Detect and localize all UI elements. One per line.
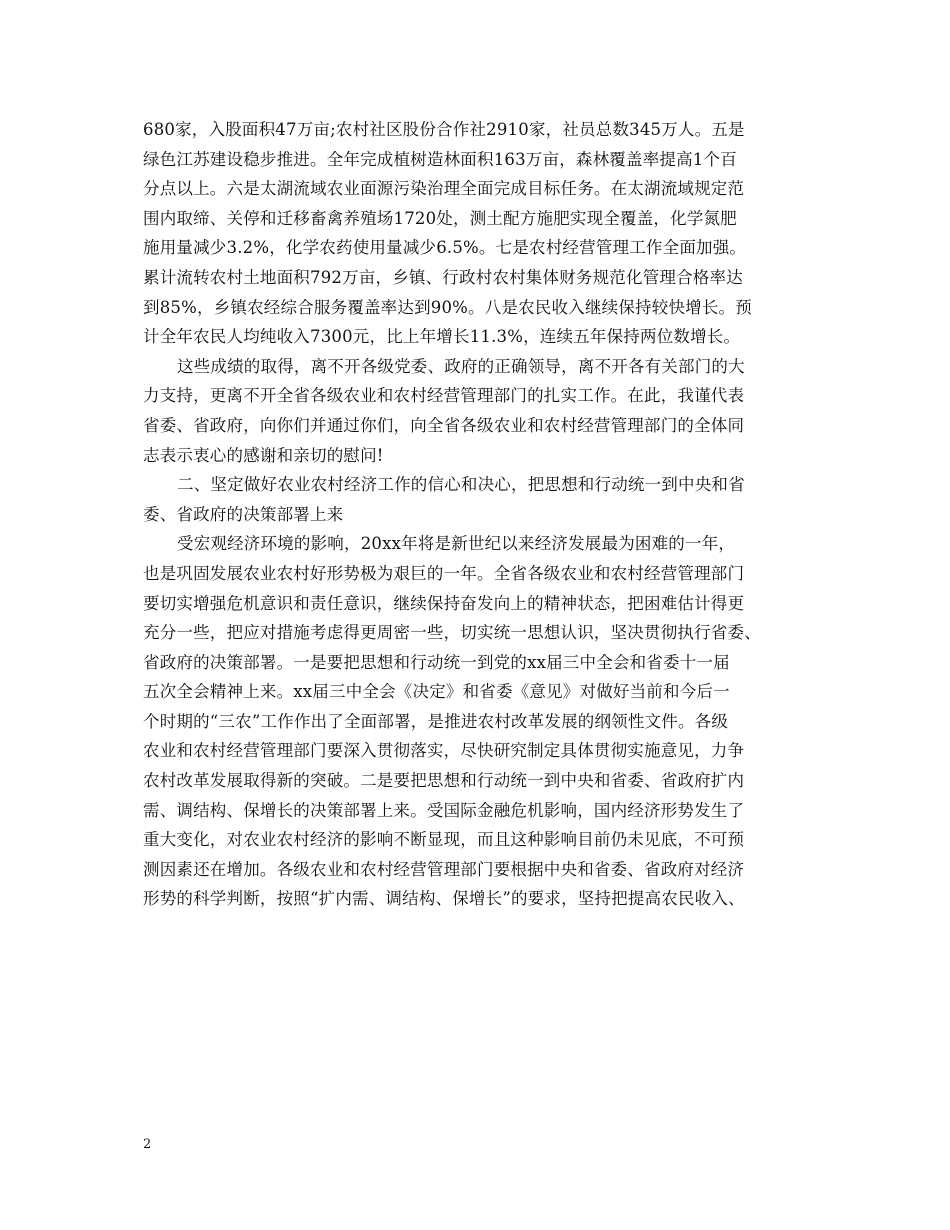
text-line: 围内取缔、关停和迁移畜禽养殖场1720处，测土配方施肥实现全覆盖，化学氮肥 xyxy=(143,208,737,228)
text-line: 重大变化，对农业农村经济的影响不断显现，而且这种影响目前仍未见底，不可预 xyxy=(143,830,745,850)
text-line: 计全年农民人均纯收入7300元，比上年增长11.3%，连续五年保持两位数增长。 xyxy=(143,327,741,347)
text-line: 施用量减少3.2%，化学农药使用量减少6.5%。七是农村经营管理工作全面加强。 xyxy=(143,238,747,258)
text-line: 需、调结构、保增长的决策部署上来。受国际金融危机影响，国内经济形势发生了 xyxy=(143,800,745,820)
paragraph-start-line: 这些成绩的取得，离不开各级党委、政府的正确领导，离不开各有关部门的大 xyxy=(177,356,745,376)
text-line: 累计流转农村土地面积792万亩，乡镇、行政村农村集体财务规范化管理合格率达 xyxy=(143,267,743,287)
text-line: 绿色江苏建设稳步推进。全年完成植树造林面积163万亩，森林覆盖率提高1个百 xyxy=(143,149,737,169)
text-line: 志表示衷心的感谢和亲切的慰问! xyxy=(143,445,384,465)
text-line: 充分一些，把应对措施考虑得更周密一些，切实统一思想认识，坚决贯彻执行省委、 xyxy=(143,623,761,643)
text-line: 省政府的决策部署。一是要把思想和行动统一到党的xx届三中全会和省委十一届 xyxy=(143,652,730,672)
text-line: 五次全会精神上来。xx届三中全会《决定》和省委《意见》对做好当前和今后一 xyxy=(143,682,730,702)
text-line: 形势的科学判断，按照“扩内需、调结构、保增长”的要求，坚持把提高农民收入、 xyxy=(143,889,745,909)
text-line: 个时期的“三农”工作作出了全面部署，是推进农村改革发展的纲领性文件。各级 xyxy=(143,711,729,731)
body-text xyxy=(143,115,823,914)
text-line: 测因素还在增加。各级农业和农村经营管理部门要根据中央和省委、省政府对经济 xyxy=(143,859,745,879)
text-line: 要切实增强危机意识和责任意识，继续保持奋发向上的精神状态，把困难估计得更 xyxy=(143,593,745,613)
text-line: 力支持，更离不开全省各级农业和农村经营管理部门的扎实工作。在此，我谨代表 xyxy=(143,386,745,406)
text-line: 分点以上。六是太湖流域农业面源污染治理全面完成目标任务。在太湖流域规定范 xyxy=(143,179,745,199)
text-line: 省委、省政府，向你们并通过你们，向全省各级农业和农村经营管理部门的全体同 xyxy=(143,415,745,435)
section-heading-line: 二、坚定做好农业农村经济工作的信心和决心，把思想和行动统一到中央和省 xyxy=(177,475,745,495)
section-heading-line: 委、省政府的决策部署上来 xyxy=(143,504,344,524)
paragraph-start-line: 受宏观经济环境的影响，20xx年将是新世纪以来经济发展最为困难的一年， xyxy=(177,534,736,554)
text-line: 农业和农村经营管理部门要深入贯彻落实，尽快研究制定具体贯彻实施意见，力争 xyxy=(143,741,745,761)
text-line: 也是巩固发展农业农村好形势极为艰巨的一年。全省各级农业和农村经营管理部门 xyxy=(143,563,745,583)
page-number: 2 xyxy=(143,1137,152,1152)
text-line: 农村改革发展取得新的突破。二是要把思想和行动统一到中央和省委、省政府扩内 xyxy=(143,771,745,791)
text-line: 到85%，乡镇农经综合服务覆盖率达到90%。八是农民收入继续保持较快增长。预 xyxy=(143,297,752,317)
text-line: 680家，入股面积47万亩;农村社区股份合作社2910家，社员总数345万人。五是 xyxy=(143,120,745,139)
